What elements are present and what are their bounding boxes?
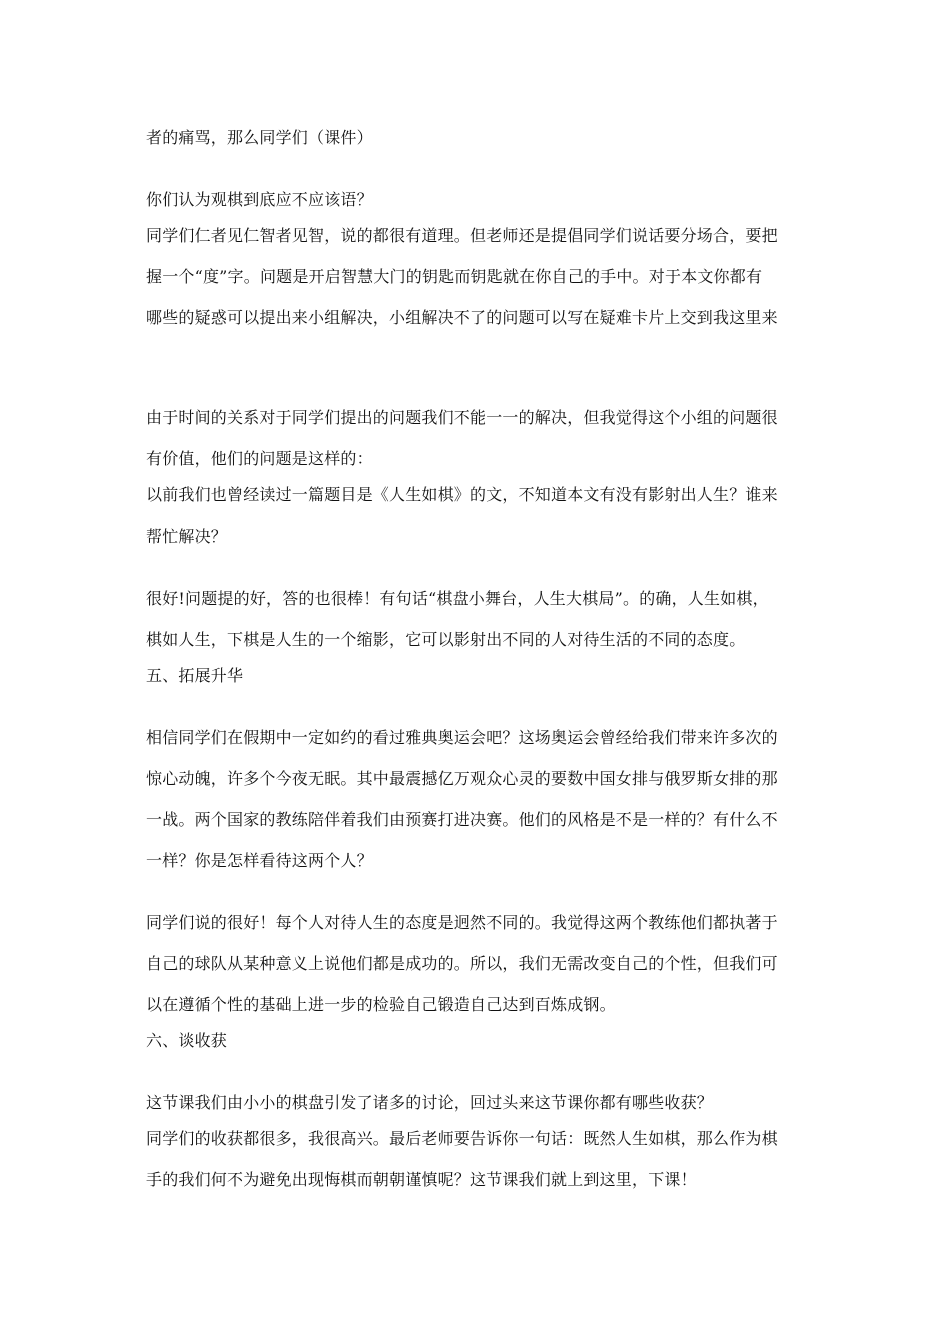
text-line-4: 握一个“度”字。问题是开启智慧大门的钥匙而钥匙就在你自己的手中。对于本文你都有	[146, 267, 763, 286]
text-line-5: 哪些的疑惑可以提出来小组解决，小组解决不了的问题可以写在疑难卡片上交到我这里来	[146, 308, 778, 327]
section-heading-harvest: 六、谈收获	[146, 1031, 228, 1050]
text-line-15: 一样？你是怎样看待这两个人？	[146, 851, 373, 870]
text-line-14: 一战。两个国家的教练陪伴着我们由预赛打进决赛。他们的风格是不是一样的？有什么不	[146, 810, 778, 829]
text-line-1: 者的痛骂，那么同学们（课件）	[146, 128, 373, 147]
text-line-17: 自己的球队从某种意义上说他们都是成功的。所以，我们无需改变自己的个性，但我们可	[146, 954, 778, 973]
text-line-7: 有价值，他们的问题是这样的：	[146, 449, 373, 468]
text-line-11: 棋如人生，下棋是人生的一个缩影，它可以影射出不同的人对待生活的不同的态度。	[146, 630, 746, 649]
text-line-8: 以前我们也曾经读过一篇题目是《人生如棋》的文，不知道本文有没有影射出人生？谁来	[146, 485, 778, 504]
text-line-10: 很好!问题提的好，答的也很棒！有句话“棋盘小舞台，人生大棋局”。的确，人生如棋，	[146, 589, 769, 608]
text-line-19: 这节课我们由小小的棋盘引发了诸多的讨论，回过头来这节课你都有哪些收获？	[146, 1093, 714, 1112]
text-line-3: 同学们仁者见仁智者见智，说的都很有道理。但老师还是提倡同学们说话要分场合，要把	[146, 226, 778, 245]
text-line-12: 相信同学们在假期中一定如约的看过雅典奥运会吧？这场奥运会曾经给我们带来许多次的	[146, 728, 778, 747]
text-line-20: 同学们的收获都很多，我很高兴。最后老师要告诉你一句话：既然人生如棋，那么作为棋	[146, 1129, 778, 1148]
text-line-6: 由于时间的关系对于同学们提出的问题我们不能一一的解决，但我觉得这个小组的问题很	[146, 408, 778, 427]
section-heading-expand: 五、拓展升华	[146, 666, 244, 685]
text-line-9: 帮忙解决？	[146, 527, 228, 546]
text-line-13: 惊心动魄，许多个今夜无眠。其中最震撼亿万观众心灵的要数中国女排与俄罗斯女排的那	[146, 769, 778, 788]
text-line-18: 以在遵循个性的基础上进一步的检验自己锻造自己达到百炼成钢。	[146, 995, 616, 1014]
text-line-2: 你们认为观棋到底应不应该语？	[146, 190, 373, 209]
text-line-21: 手的我们何不为避免出现悔棋而朝朝谨慎呢？这节课我们就上到这里，下课！	[146, 1170, 697, 1189]
text-line-16: 同学们说的很好！每个人对待人生的态度是迥然不同的。我觉得这两个教练他们都执著于	[146, 913, 778, 932]
